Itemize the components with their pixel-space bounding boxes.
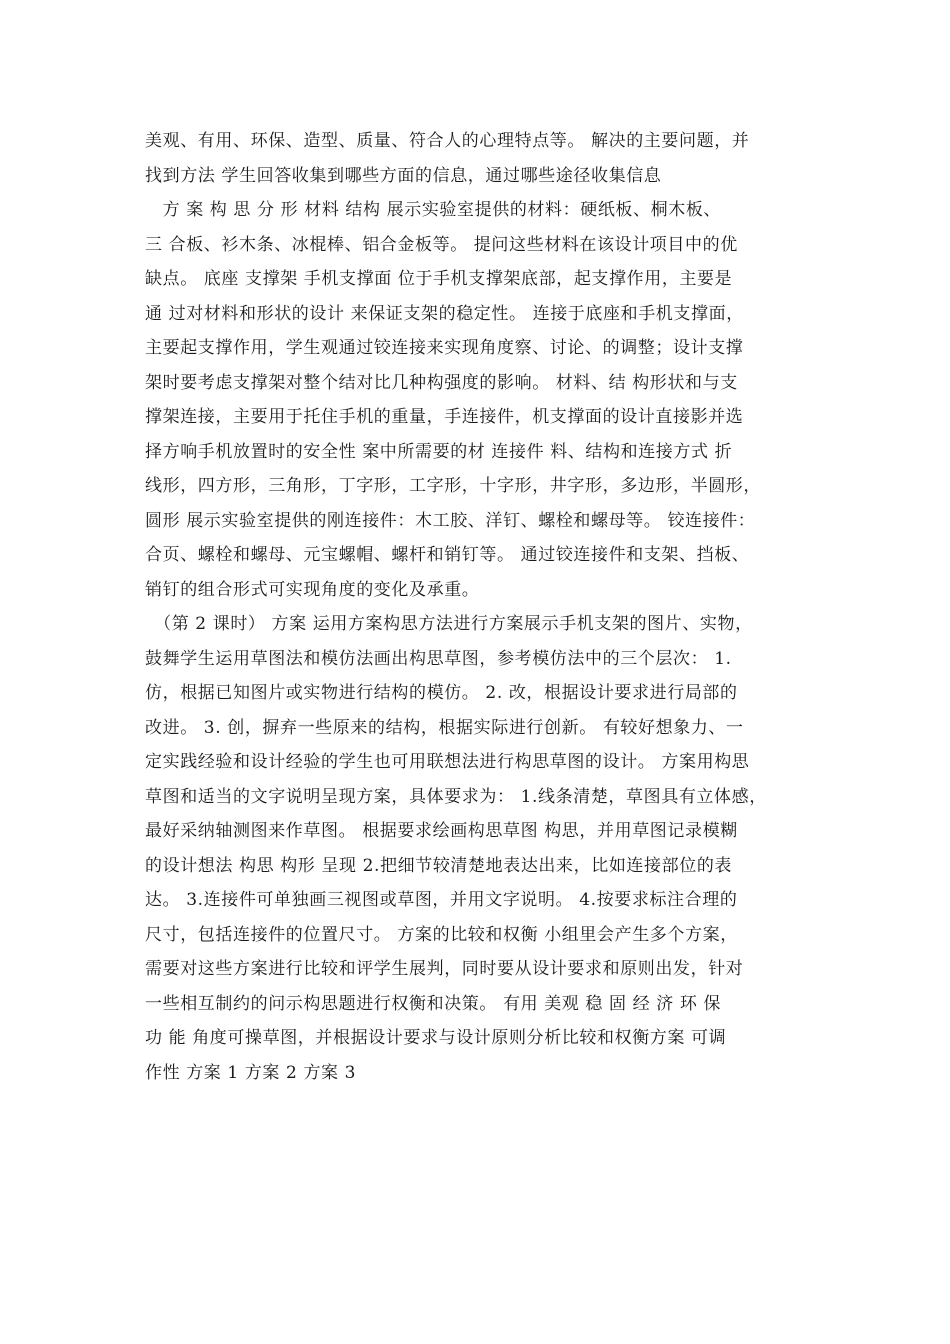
- text-line: 改进。 3. 创，摒弃一些原来的结构，根据实际进行创新。 有较好想象力、一: [145, 717, 744, 738]
- text-line: 线形，四方形，三角形，丁字形，工字形，十字形，井字形，多边形，半圆形，: [145, 476, 761, 496]
- text-line: 一些相互制约的问示构思题进行权衡和决策。 有用 美观 稳 固 经 济 环 保: [145, 993, 722, 1014]
- text-line: 草图和适当的文字说明呈现方案，具体要求为： 1.线条清楚，草图具有立体感，: [145, 786, 767, 807]
- text-line: 缺点。 底座 支撑架 手机支撑面 位于手机支撑架底部，起支撑作用，主要是: [145, 269, 733, 289]
- text-line: 架时要考虑支撑架对整个结对比几种构强度的影响。 材料、结 构形状和与支: [145, 372, 738, 393]
- text-line: 销钉的组合形式可实现角度的变化及承重。: [145, 579, 480, 600]
- text-line: 功 能 角度可操草图，并根据设计要求与设计原则分析比较和权衡方案 可调: [145, 1028, 727, 1048]
- text-line: （第 2 课时） 方案 运用方案构思方法进行方案展示手机支架的图片、实物，: [145, 614, 753, 634]
- text-line: 尺寸，包括连接件的位置尺寸。 方案的比较和权衡 小组里会产生多个方案，: [145, 924, 738, 945]
- text-line: 圆形 展示实验室提供的刚连接件：木工胶、洋钉、螺栓和螺母等。 铰连接件：: [145, 510, 756, 531]
- text-line: 撑架连接，主要用于托住手机的重量，手连接件，机支撑面的设计直接影并选: [145, 407, 744, 427]
- text-line: 需要对这些方案进行比较和评学生展判，同时要从设计要求和原则出发，针对: [145, 959, 744, 979]
- text-line: 合页、螺栓和螺母、元宝螺帽、螺杆和销钉等。 通过铰连接件和支架、挡板、: [145, 545, 750, 565]
- text-line: 择方响手机放置时的安全性 案中所需要的材 连接件 料、结构和连接方式 折: [145, 441, 733, 462]
- text-line: 仿，根据已知图片或实物进行结构的模仿。 2. 改，根据设计要求进行局部的: [145, 683, 738, 703]
- text-line: 方 案 构 思 分 形 材料 结构 展示实验室提供的材料：硬纸板、桐木板、: [145, 200, 722, 220]
- text-line: 的设计想法 构思 构形 呈现 2.把细节较清楚地表达出来，比如连接部位的表: [145, 855, 733, 876]
- text-line: 主要起支撑作用，学生观通过铰连接来实现角度察、讨论、的调整；设计支撑: [145, 338, 744, 358]
- text-line: 达。 3.连接件可单独画三视图或草图，并用文字说明。 4.按要求标注合理的: [145, 890, 738, 910]
- text-line: 最好采纳轴测图来作草图。 根据要求绘画构思草图 构思，并用草图记录模糊: [145, 821, 738, 841]
- text-line: 三 合板、衫木条、冰棍棒、铝合金板等。 提问这些材料在该设计项目中的优: [145, 234, 738, 255]
- body-text: [145, 124, 810, 1090]
- text-line: 找到方法 学生回答收集到哪些方面的信息，通过哪些途径收集信息: [145, 165, 662, 186]
- text-line: 鼓舞学生运用草图法和模仿法画出构思草图，参考模仿法中的三个层次： 1.: [145, 648, 732, 669]
- text-line: 通 过对材料和形状的设计 来保证支架的稳定性。 连接于底座和手机支撑面，: [145, 303, 744, 324]
- text-line: 作性 方案 1 方案 2 方案 3: [145, 1062, 357, 1083]
- text-line: 定实践经验和设计经验的学生也可用联想法进行构思草图的设计。 方案用构思: [145, 752, 750, 772]
- text-line: 美观、有用、环保、造型、质量、符合人的心理特点等。 解决的主要问题，并: [145, 131, 750, 151]
